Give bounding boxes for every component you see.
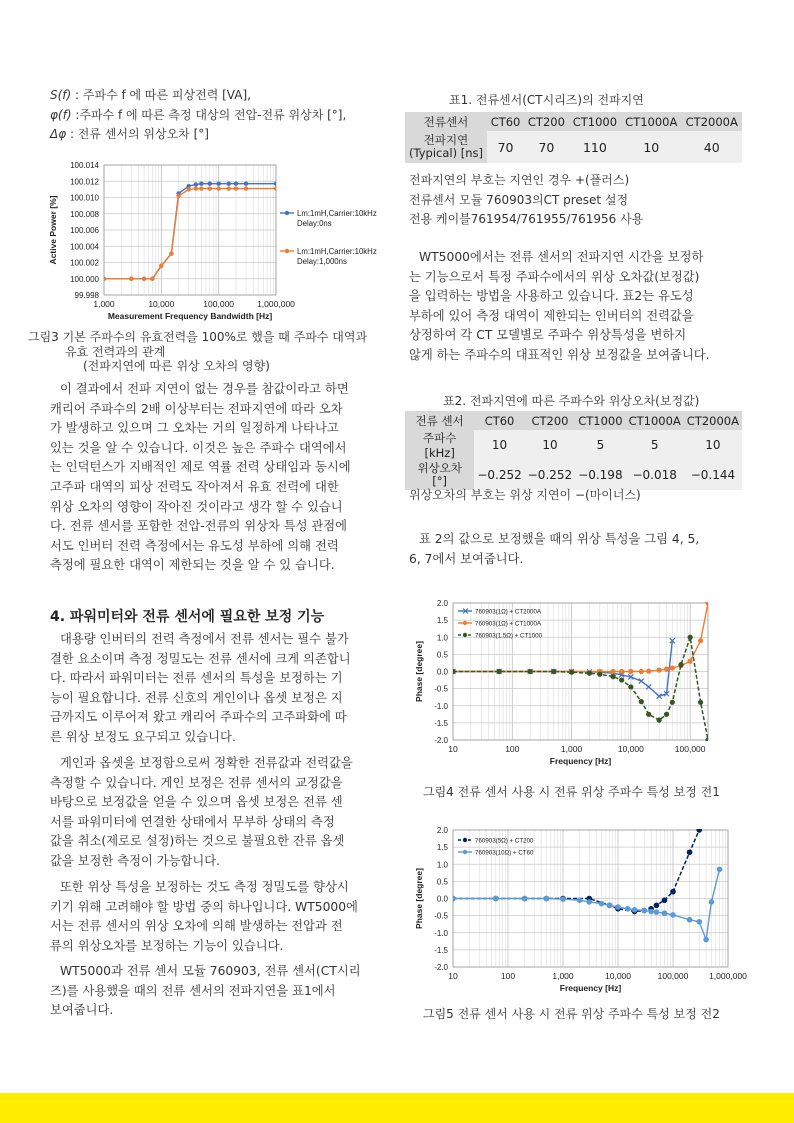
data-point — [619, 669, 624, 674]
data-point — [186, 187, 190, 191]
legend-label: Lm:1mH,Carrier:10kHz — [297, 209, 377, 218]
definition-3: Δφ : 전류 센서의 위상오차 [°] — [50, 127, 209, 141]
data-point — [670, 912, 676, 918]
data-point — [493, 896, 499, 902]
table2-cell: −0.198 — [575, 460, 625, 490]
y-tick-label: 0.5 — [436, 877, 448, 887]
data-point — [199, 186, 203, 190]
y-tick-label: -2.0 — [434, 736, 448, 745]
legend-label: Lm:1mH,Carrier:10kHz — [297, 247, 377, 256]
fig4-phase-chart — [408, 595, 738, 775]
data-point — [654, 909, 660, 915]
table1-title: 표1. 전류센서(CT시리즈)의 전파지연 — [449, 93, 644, 107]
table2-header-cell: 전류 센서 — [405, 411, 474, 430]
table1-header-cell: 전류센서 — [405, 112, 487, 131]
series-group — [102, 181, 278, 280]
x-tick-label: 1,000 — [552, 971, 574, 981]
legend-marker — [463, 838, 467, 842]
y-tick-label: 99.998 — [74, 291, 99, 300]
x-tick-label: 10,000 — [617, 744, 644, 754]
data-point — [599, 901, 605, 907]
table1-cell: 70 — [487, 131, 524, 163]
x-tick-label: 10,000 — [148, 299, 175, 309]
data-point — [244, 181, 248, 185]
data-point — [615, 904, 621, 910]
x-tick-label: 10 — [448, 744, 458, 754]
definition-1: S(f) : 주파수 f 에 따른 피상전력 [VA], — [50, 88, 251, 102]
data-point — [194, 186, 198, 190]
x-tick-label: 1,000,000 — [257, 299, 295, 309]
table1-cell: 70 — [524, 131, 569, 163]
y-tick-label: 1.0 — [436, 860, 448, 870]
data-point — [522, 896, 528, 902]
table1-header-cell: CT200 — [524, 112, 569, 131]
y-tick-label: 1.0 — [436, 633, 448, 643]
y-tick-label: -1.5 — [434, 718, 448, 728]
table1-header-cell: CT60 — [487, 112, 524, 131]
data-point — [102, 277, 106, 281]
data-point — [696, 919, 702, 925]
x-axis-label: Frequency [Hz] — [559, 983, 622, 993]
table1-cell: 110 — [569, 131, 621, 163]
table1 — [405, 112, 742, 163]
data-point — [648, 909, 654, 915]
data-point — [664, 712, 669, 717]
y-tick-label: 0.0 — [436, 667, 448, 677]
data-point — [194, 182, 198, 186]
table2-cell: 10 — [684, 430, 742, 460]
legend-marker — [463, 633, 467, 637]
data-point — [664, 667, 669, 672]
series-line — [104, 184, 276, 279]
data-point — [696, 827, 702, 833]
footer-bar — [0, 1093, 794, 1123]
table1-cell: 40 — [682, 131, 743, 163]
legend-label: Delay:1,000ns — [297, 257, 347, 266]
paragraph-current-sensor: 대용량 인버터의 전력 측정에서 전류 센서는 필수 불가 결한 요소이며 측정 정밀도는 전류 센서에 크게 의존합니 다. 따라서 파워미터는 전류 센서의 특성을 보정하는 기 능이 필요합니다. 전류 신호의 게인이나 옵셋 보정은 지 금까지도 이루어져 왔고 캐리어 주파수의 고주파화에 따 른 위상 보정도 요구되고 있습니다. — [50, 632, 351, 744]
y-tick-label: 2.0 — [436, 826, 448, 835]
y-tick-label: -0.5 — [434, 684, 448, 694]
data-point — [688, 635, 693, 640]
y-tick-label: 100.004 — [70, 242, 99, 252]
data-point — [234, 181, 238, 185]
data-point — [678, 662, 683, 667]
y-tick-label: 0.5 — [436, 650, 448, 660]
data-point — [216, 181, 220, 185]
x-tick-label: 100 — [505, 744, 520, 754]
x-tick-label: 100,000 — [203, 299, 235, 309]
table1-row-label: 전파지연 (Typical) [ns] — [405, 131, 487, 163]
data-point — [199, 181, 203, 185]
legend-label: 760903(1.5Ω) + CT1000 — [475, 632, 543, 640]
fig3-caption: 그림3 기본 주파수의 유효전력을 100%로 했을 때 주파수 대역과 유효 전력과의 관계 (전파지연에 따른 위상 오차의 영향) — [28, 330, 368, 373]
y-tick-label: 100.000 — [70, 274, 99, 284]
data-point — [216, 186, 220, 190]
legend-marker — [463, 850, 467, 854]
data-point — [610, 669, 615, 674]
x-tick-label: 100 — [500, 971, 516, 981]
legend-marker — [463, 621, 467, 625]
y-tick-label: 2.0 — [436, 599, 448, 608]
legend-label: 760903(1Ω) + CT2000A — [475, 608, 542, 616]
data-point — [551, 669, 556, 674]
data-point — [657, 718, 662, 723]
data-point — [709, 899, 715, 905]
data-point — [687, 849, 693, 855]
data-point — [705, 737, 710, 742]
table2-cell: −0.144 — [684, 460, 742, 490]
data-point — [577, 897, 583, 903]
table2-header-cell: CT1000 — [575, 411, 625, 430]
table1-header-cell: CT1000 — [569, 112, 621, 131]
y-axis-label: Active Power [%] — [48, 195, 58, 265]
series-line — [104, 189, 276, 279]
y-tick-label: -1.0 — [434, 928, 448, 938]
paragraph-results: 이 결과에서 전파 지연이 없는 경우를 참값이라고 하면 캐리어 주파수의 2배 이상부터는 전파지연에 따라 오차 가 발생하고 있으며 그 오차는 거의 일정하게 나타나고 있는 것을 알 수 있습니다. 이것은 높은 주파수 대역에서 는 인덕턴스가 지배적인 제로 역률 전력 상태임과 동시에 고주파 대역의 피상 전력도 작아져서 유효 전력에 대한 위상 오차의 영향이 작아진 것이라고 생각 할 수 있습니 다. 전류 센서를 포함한 전압-전류의 위상차 특성 관점에 서도 인버터 전력 측정에서는 유도성 부하에 의해 전력 측정에 필요한 대역이 제한되는 것을 알 수 있 습니다. — [50, 382, 351, 573]
data-point — [687, 917, 693, 923]
table2-freq-label: 주파수[kHz] — [405, 430, 474, 460]
y-axis-label: Phase [degree] — [414, 641, 424, 702]
data-point — [528, 669, 533, 674]
table2-header-cell: CT60 — [474, 411, 524, 430]
x-tick-label: 1,000 — [93, 299, 115, 309]
table2-header-cell: CT200 — [525, 411, 575, 430]
data-point — [159, 264, 163, 268]
table2-cell: 10 — [525, 430, 575, 460]
fig4-caption: 그림4 전류 센서 사용 시 전류 위상 주파수 특성 보정 전1 — [423, 785, 720, 799]
data-point — [587, 671, 592, 676]
y-tick-label: 100.006 — [70, 226, 99, 235]
table2-header-cell: CT2000A — [684, 411, 742, 430]
data-point — [639, 699, 644, 704]
table2-note: 위상오차의 부호는 위상 지연이 −(마이너스) — [409, 488, 641, 502]
legend-label: 760903(5Ω) + CT200 — [475, 837, 534, 845]
data-point — [450, 669, 455, 674]
y-tick-label: 100.012 — [70, 177, 99, 187]
y-tick-label: 100.008 — [70, 209, 99, 219]
data-point — [610, 674, 615, 679]
x-tick-label: 100,000 — [657, 971, 689, 981]
legend-label: 760903(10Ω) + CT60 — [475, 849, 534, 857]
data-point — [560, 896, 566, 902]
legend-label: Delay:0ns — [297, 219, 332, 228]
x-tick-label: 1,000 — [560, 744, 583, 754]
data-point — [607, 903, 613, 909]
data-point — [169, 251, 173, 255]
data-point — [586, 899, 592, 905]
definitions — [50, 86, 390, 145]
x-tick-label: 100,000 — [674, 744, 706, 754]
data-point — [639, 669, 644, 674]
series-line — [453, 869, 720, 939]
x-axis-label: Measurement Frequency Bandwidth [Hz] — [107, 311, 273, 321]
data-point — [628, 669, 633, 674]
table2-phase-label: 위상오차 [°] — [405, 460, 474, 490]
data-point — [244, 186, 248, 190]
paragraph-table1-intro: WT5000과 전류 센서 모듈 760903, 전류 센서(CT시리 즈)를 사용했을 때의 전류 센서의 전파지연을 표1에서 보여줍니다. — [50, 964, 361, 1018]
y-tick-label: -2.0 — [434, 963, 448, 972]
data-point — [208, 181, 212, 185]
x-tick-label: 10 — [448, 971, 458, 981]
x-tick-label: 1,000,000 — [709, 971, 747, 981]
data-point — [698, 700, 703, 705]
table2-header-cell: CT1000A — [626, 411, 684, 430]
data-point — [646, 712, 651, 717]
data-point — [274, 181, 278, 185]
data-point — [628, 684, 633, 689]
data-point — [129, 277, 133, 281]
y-tick-label: 100.014 — [70, 161, 99, 170]
data-point — [227, 186, 231, 190]
section-4-heading: 4. 파워미터와 전류 센서에 필요한 보정 기능 — [50, 609, 325, 625]
data-point — [619, 677, 624, 682]
y-tick-label: 1.5 — [436, 616, 448, 626]
data-point — [703, 937, 709, 943]
y-tick-label: 0.0 — [436, 894, 448, 904]
data-point — [234, 186, 238, 190]
paragraph-wt5000-delay: WT5000에서는 전류 센서의 전파지연 시간을 보정하 는 기능으로서 특정 주파수에서의 위상 오차값(보정값) 을 입력하는 방법을 사용하고 있습니다. 표2는 유도성 부하에 있어 측정 대역이 제한되는 인버터의 전력값을 상정하여 각 CT 모델별로 주파수 위상특성을 변하지 않게 하는 주파수의 대표적인 위상 보정값을 보여줍니다. — [409, 250, 710, 362]
paragraph-gain-offset: 게인과 옵셋을 보정함으로써 정확한 전류값과 전력값을 측정할 수 있습니다. 게인 보정은 전류 센서의 교정값을 바탕으로 보정값을 얻을 수 있으며 옵셋 보정은 전류 센 서를 파워미터에 연결한 상태에서 무부하 상태의 측정 값을 취소(제로로 설정)하는 것으로 불필요한 잔류 옵셋 값을 보정한 측정이 가능합니다. — [50, 756, 353, 868]
legend-marker — [285, 211, 289, 215]
x-tick-label: 10,000 — [605, 971, 631, 981]
y-tick-label: -1.0 — [434, 701, 448, 711]
y-tick-label: 1.5 — [436, 843, 448, 853]
data-point — [705, 600, 710, 605]
table2-cell: 5 — [626, 430, 684, 460]
data-point — [646, 669, 651, 674]
fig5-caption: 그림5 전류 센서 사용 시 전류 위상 주파수 특성 보정 전2 — [423, 1007, 720, 1021]
data-point — [662, 910, 668, 916]
data-point — [670, 665, 675, 670]
legend-marker — [285, 249, 289, 253]
data-point — [150, 277, 154, 281]
data-point — [544, 896, 550, 902]
data-point — [670, 889, 676, 895]
table2-cell: 10 — [474, 430, 524, 460]
data-point — [569, 670, 574, 675]
data-point — [657, 668, 662, 673]
data-point — [698, 638, 703, 643]
data-point — [625, 906, 631, 912]
table2-cell: −0.252 — [474, 460, 524, 490]
table2-cell: −0.252 — [525, 460, 575, 490]
data-point — [450, 896, 456, 902]
data-point — [142, 277, 146, 281]
data-point — [641, 908, 647, 914]
data-point — [662, 897, 668, 903]
data-point — [654, 903, 660, 909]
y-tick-label: 100.002 — [70, 258, 99, 268]
table2 — [405, 411, 742, 490]
data-point — [176, 194, 180, 198]
x-axis-label: Frequency [Hz] — [549, 756, 612, 766]
fig5-phase-chart — [408, 822, 748, 1002]
table1-cell: 10 — [621, 131, 681, 163]
data-point — [227, 181, 231, 185]
table1-header-cell: CT1000A — [621, 112, 681, 131]
table2-title: 표2. 전파지연에 따른 주파수와 위상오차(보정값) — [443, 394, 700, 408]
table2-cell: 5 — [575, 430, 625, 460]
fig3-active-power-chart — [46, 155, 390, 330]
y-tick-label: 100.010 — [70, 193, 99, 203]
definition-2: φ(f) :주파수 f 에 따른 측정 대상의 전압-전류 위상차 [°], — [50, 107, 347, 122]
data-point — [208, 186, 212, 190]
table1-header-cell: CT2000A — [682, 112, 743, 131]
table1-notes: 전파지연의 부호는 지연인 경우 +(플러스) 전류센서 모듈 760903의CT preset 설정 전용 케이블761954/761955/761956 사용 — [409, 173, 644, 226]
data-point — [670, 700, 675, 705]
paragraph-phase-correction: 또한 위상 특성을 보정하는 것도 측정 정밀도를 향상시 키기 위해 고려해야 할 방법 중의 하나입니다. WT5000에 서는 전류 센서의 위상 오차에 의해 발생하는 전압과 전 류의 위상오차를 보정하는 기능이 있습니다. — [50, 880, 358, 953]
y-axis-label: Phase [degree] — [414, 868, 424, 929]
data-point — [688, 659, 693, 664]
y-tick-label: -0.5 — [434, 911, 448, 921]
table2-cell: −0.018 — [626, 460, 684, 490]
data-point — [632, 907, 638, 913]
y-tick-label: -1.5 — [434, 945, 448, 955]
data-point — [497, 669, 502, 674]
paragraph-fig-intro: 표 2의 값으로 보정했을 때의 위상 특성을 그림 4, 5, 6, 7에서 보여줍니다. — [409, 532, 700, 566]
data-point — [717, 867, 723, 873]
legend-label: 760903(1Ω) + CT1000A — [475, 620, 542, 628]
data-point — [274, 186, 278, 190]
data-point — [597, 672, 602, 677]
